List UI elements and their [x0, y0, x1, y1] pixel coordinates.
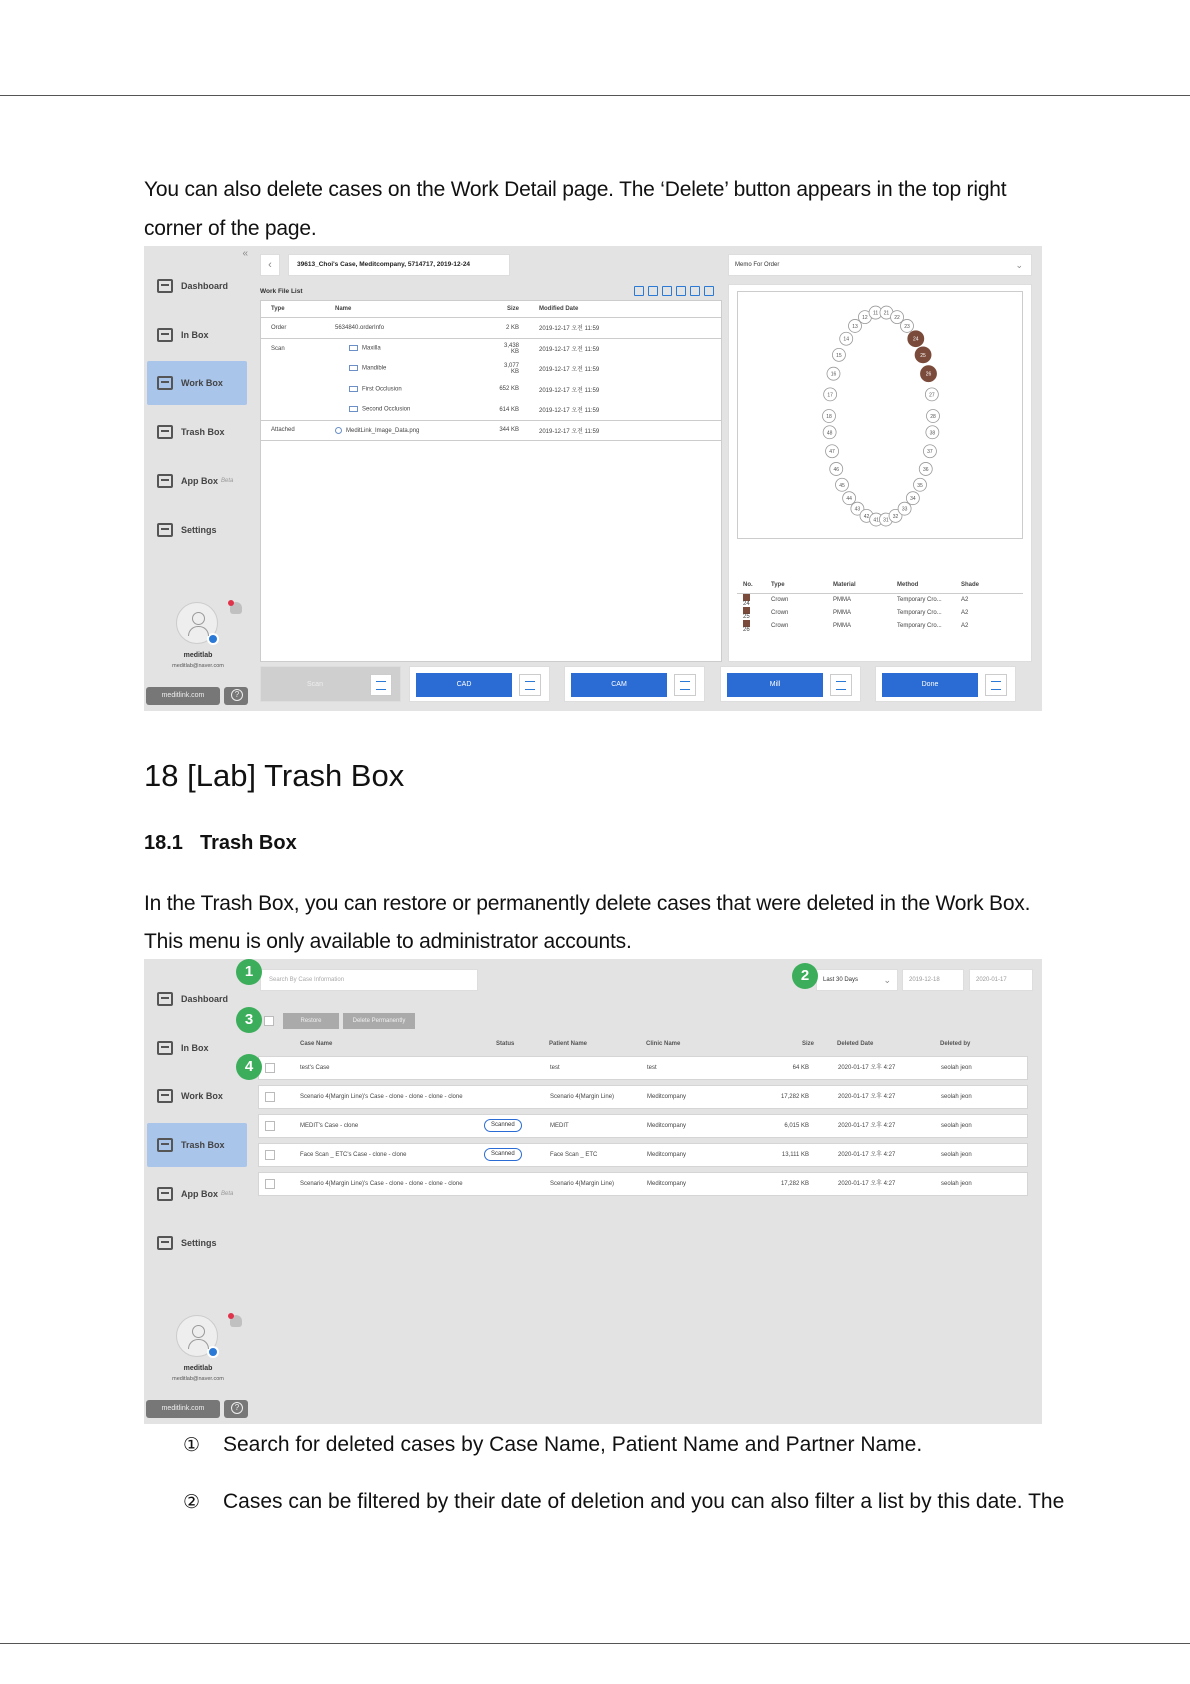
help-icon[interactable] [224, 687, 248, 705]
nav-workbox[interactable]: Work Box [147, 361, 247, 405]
tooth-label-38: 38 [929, 430, 936, 437]
col-size: Size [802, 1041, 815, 1047]
tooth-label-26: 26 [925, 371, 932, 378]
tooth-label-14: 14 [843, 336, 849, 343]
nav-trashbox[interactable]: Trash Box [147, 1123, 247, 1167]
dashboard-icon [157, 279, 173, 293]
mill-button[interactable]: Mill [727, 673, 823, 697]
user-name: meditlab [183, 1365, 213, 1372]
row-checkbox[interactable] [265, 1092, 275, 1102]
scan-file-icon [349, 365, 358, 371]
tooth-label-47: 47 [829, 449, 835, 456]
col-clinic-name: Clinic Name [646, 1041, 681, 1047]
tooth-label-37: 37 [927, 449, 933, 456]
trash-icon [157, 425, 173, 439]
intro-line-1: You can also delete cases on the Work Detail page. The ‘Delete’ button appears in the top right [144, 178, 1007, 201]
tooth-color-swatch [743, 620, 750, 627]
user-email: meditlab@naver.com [172, 1376, 224, 1382]
tooth-row[interactable]: 26 Crown PMMA Temporary Cro... A2 [737, 620, 1023, 633]
top-rule [0, 95, 1190, 96]
table-row[interactable]: First Occlusion 652 KB 2019-12-17 오전 11:59 [261, 379, 721, 400]
done-button[interactable]: Done [882, 673, 978, 697]
tooth-label-32: 32 [892, 513, 899, 520]
tooth-label-45: 45 [839, 482, 845, 489]
tooth-label-15: 15 [836, 352, 842, 359]
table-row[interactable]: Scan Maxilla 3,438 KB 2019-12-17 오전 11:59 [261, 338, 721, 359]
tooth-label-22: 22 [894, 315, 900, 322]
avatar[interactable] [176, 602, 218, 644]
col-name: Name [325, 301, 485, 318]
col-status: Status [496, 1041, 515, 1047]
intro-line-2: corner of the page. [144, 217, 317, 240]
mail-icon[interactable] [704, 286, 714, 296]
settings-icon [157, 523, 173, 537]
cad-button[interactable]: CAD [416, 673, 512, 697]
stage-done [875, 666, 1016, 702]
bell-icon[interactable] [230, 602, 242, 614]
tooth-color-swatch [743, 594, 750, 601]
nav-inbox[interactable]: In Box [147, 313, 247, 357]
bullet-item: ② Cases can be filtered by their date of deletion and you can also filter a list by this date. The [183, 1490, 1065, 1513]
sidebar [144, 246, 252, 711]
tooth-label-35: 35 [917, 482, 923, 489]
table-row[interactable]: MEDIT's Case - clone Scanned MEDIT Meditcompany 6,015 KB 2020-01-17 오후 4:27 seolah jeon [258, 1114, 1028, 1138]
list-icon[interactable] [985, 674, 1007, 696]
case-title: 39613_Choi's Case, Meditcompany, 5714717, 2019-12-24 [288, 254, 510, 276]
work-file-list [260, 300, 722, 662]
row-checkbox[interactable] [265, 1150, 275, 1160]
date-from-field[interactable]: 2019-12-18 [902, 969, 964, 991]
export-icon[interactable] [690, 286, 700, 296]
stage-cam [564, 666, 705, 702]
nav-settings[interactable]: Settings [147, 508, 247, 552]
avatar[interactable] [176, 1315, 218, 1357]
tooth-label-34: 34 [910, 496, 916, 503]
stage-mill [720, 666, 861, 702]
stage-scan [260, 666, 401, 702]
nav-inbox[interactable]: In Box [147, 1026, 247, 1070]
row-checkbox[interactable] [265, 1063, 275, 1073]
table-row[interactable]: Second Occlusion 614 KB 2019-12-17 오전 11:59 [261, 400, 721, 421]
meditlink-site-button[interactable]: meditlink.com [146, 687, 220, 705]
work-file-list-title: Work File List [260, 288, 303, 295]
expand-icon[interactable] [634, 286, 644, 296]
col-size: Size [485, 301, 529, 318]
tooth-label-24: 24 [913, 336, 919, 343]
sidebar [144, 959, 252, 1424]
scan-file-icon [349, 386, 358, 392]
nav-settings[interactable]: Settings [147, 1221, 247, 1265]
attach-icon[interactable] [662, 286, 672, 296]
inbox-icon [157, 328, 173, 342]
trash-desc-line-2: This menu is only available to administrator accounts. [144, 930, 632, 953]
search-input[interactable]: Search By Case Information [260, 969, 478, 991]
inbox-icon [157, 1041, 173, 1055]
status-badge: Scanned [484, 1119, 522, 1132]
help-icon[interactable] [224, 1400, 248, 1418]
tooth-info-table: No. Type Material Method Shade 24 Crown PMMA Temporary Cro... A2 25 Crown PMMA Temporary Cro... A2 26 Crown PMMA Temporary Cro... A2 [737, 577, 1023, 633]
date-range-dropdown[interactable]: Last 30 Days ⌄ [816, 969, 898, 991]
tooth-label-41: 41 [873, 517, 879, 524]
status-badge: Scanned [484, 1148, 522, 1161]
chevron-down-icon: ⌄ [883, 975, 891, 985]
tooth-row[interactable]: 25 Crown PMMA Temporary Cro... A2 [737, 607, 1023, 620]
nav-workbox[interactable]: Work Box [147, 1074, 247, 1118]
tooth-row[interactable]: 24 Crown PMMA Temporary Cro... A2 [737, 593, 1023, 607]
appbox-icon [157, 1187, 173, 1201]
tooth-label-44: 44 [846, 496, 852, 503]
date-to-field[interactable]: 2020-01-17 [969, 969, 1033, 991]
table-row[interactable]: Attached MeditLink_Image_Data.png 344 KB 2019-12-17 오전 11:59 [261, 420, 721, 441]
callout-marker-4: 4 [236, 1054, 262, 1080]
settings-icon [157, 1236, 173, 1250]
tooth-label-16: 16 [830, 371, 837, 378]
chevron-down-icon: ⌄ [1015, 260, 1023, 270]
bell-icon[interactable] [230, 1315, 242, 1327]
copy-icon[interactable] [648, 286, 658, 296]
tooth-color-swatch [743, 607, 750, 614]
tooth-label-18: 18 [826, 414, 832, 420]
table-row[interactable]: Order 5634840.orderInfo 2 KB 2019-12-17 오전 11:59 [271, 324, 600, 333]
list-icon[interactable] [830, 674, 852, 696]
trash-box-screenshot [144, 959, 1042, 1424]
col-deleted-date: Deleted Date [837, 1041, 874, 1047]
table-row[interactable]: Face Scan _ ETC's Case - clone - clone Scanned Face Scan _ ETC Meditcompany 13,111 KB 2020-01-17 오후 4:27 seolah jeon [258, 1143, 1028, 1167]
gear-icon[interactable] [207, 1346, 219, 1358]
row-checkbox[interactable] [265, 1179, 275, 1189]
user-email: meditlab@naver.com [172, 663, 224, 669]
memo-dropdown[interactable]: Memo For Order ⌄ [728, 254, 1032, 276]
list-icon[interactable] [674, 674, 696, 696]
tooth-label-21: 21 [883, 310, 890, 317]
dashboard-icon [157, 992, 173, 1006]
tooth-label-28: 28 [930, 414, 936, 420]
link-icon[interactable] [676, 286, 686, 296]
bottom-rule [0, 1643, 1190, 1644]
restore-button[interactable]: Restore [283, 1013, 339, 1029]
col-deleted-by: Deleted by [940, 1041, 971, 1047]
delete-permanently-button[interactable]: Delete Permanently [343, 1013, 415, 1029]
meditlink-site-button[interactable]: meditlink.com [146, 1400, 220, 1418]
trash-desc-line-1: In the Trash Box, you can restore or permanently delete cases that were deleted in the Work Box. [144, 892, 1031, 915]
nav-dashboard[interactable]: Dashboard [147, 977, 247, 1021]
image-file-icon [335, 427, 342, 434]
bullet-item: ① Search for deleted cases by Case Name, Patient Name and Partner Name. [183, 1433, 923, 1456]
gear-icon[interactable] [207, 633, 219, 645]
table-row[interactable]: Mandible 3,077 KB 2019-12-17 오전 11:59 [261, 359, 721, 380]
tooth-label-48: 48 [826, 430, 833, 437]
tooth-label-42: 42 [863, 513, 870, 520]
user-name: meditlab [183, 652, 213, 659]
callout-marker-1: 1 [236, 959, 262, 985]
back-button[interactable]: ‹ [260, 254, 280, 276]
tooth-label-13: 13 [852, 323, 858, 330]
tooth-chart [737, 291, 1023, 539]
tooth-label-23: 23 [904, 323, 910, 330]
nav-trashbox[interactable]: Trash Box [147, 410, 247, 454]
col-case-name: Case Name [300, 1041, 333, 1047]
scan-file-icon [349, 345, 358, 351]
col-modified: Modified Date [529, 301, 721, 318]
row-checkbox[interactable] [265, 1121, 275, 1131]
file-toolbar [634, 286, 714, 296]
select-all-checkbox[interactable] [264, 1016, 274, 1026]
tooth-label-12: 12 [862, 315, 868, 322]
tooth-label-31: 31 [883, 517, 889, 524]
tooth-label-11: 11 [872, 310, 879, 317]
table-row[interactable]: test's Case test test 64 KB 2020-01-17 오후 4:27 seolah jeon [258, 1056, 1028, 1080]
stage-cad [409, 666, 550, 702]
nav-appbox[interactable]: App Box Beta [147, 459, 247, 503]
tooth-label-46: 46 [833, 466, 840, 473]
workbox-icon [157, 376, 173, 390]
list-icon[interactable] [519, 674, 541, 696]
col-patient-name: Patient Name [549, 1041, 588, 1047]
cam-button[interactable]: CAM [571, 673, 667, 697]
tooth-label-43: 43 [854, 506, 861, 513]
tooth-label-25: 25 [920, 352, 926, 359]
collapse-sidebar-button[interactable]: « [242, 248, 248, 259]
table-row[interactable]: Scenario 4(Margin Line)'s Case - clone - clone - clone - clone Scenario 4(Margin Line) Meditcompany 17,282 KB 2020-01-17 오후 4:27 seolah jeon [258, 1172, 1028, 1196]
callout-marker-2: 2 [792, 963, 818, 989]
workbox-icon [157, 1089, 173, 1103]
scan-file-icon [349, 406, 358, 412]
subsection-heading: 18.1 Trash Box [144, 832, 297, 854]
tooth-arch [738, 292, 1024, 540]
nav-appbox[interactable]: App Box Beta [147, 1172, 247, 1216]
appbox-icon [157, 474, 173, 488]
section-heading: 18 [Lab] Trash Box [144, 758, 405, 793]
tooth-label-33: 33 [901, 506, 908, 513]
work-detail-screenshot [144, 246, 1042, 711]
list-icon[interactable] [370, 674, 392, 696]
trash-icon [157, 1138, 173, 1152]
tooth-label-27: 27 [929, 392, 935, 399]
tooth-chart-panel [728, 284, 1032, 662]
table-row[interactable]: Scenario 4(Margin Line)'s Case - clone - clone - clone - clone Scenario 4(Margin Line) Meditcompany 17,282 KB 2020-01-17 오후 4:27 seolah jeon [258, 1085, 1028, 1109]
tooth-label-17: 17 [827, 392, 833, 399]
callout-marker-3: 3 [236, 1007, 262, 1033]
scan-button[interactable]: Scan [307, 681, 323, 688]
col-type: Type [261, 301, 325, 318]
nav-dashboard[interactable]: Dashboard [147, 264, 247, 308]
tooth-label-36: 36 [922, 466, 929, 473]
